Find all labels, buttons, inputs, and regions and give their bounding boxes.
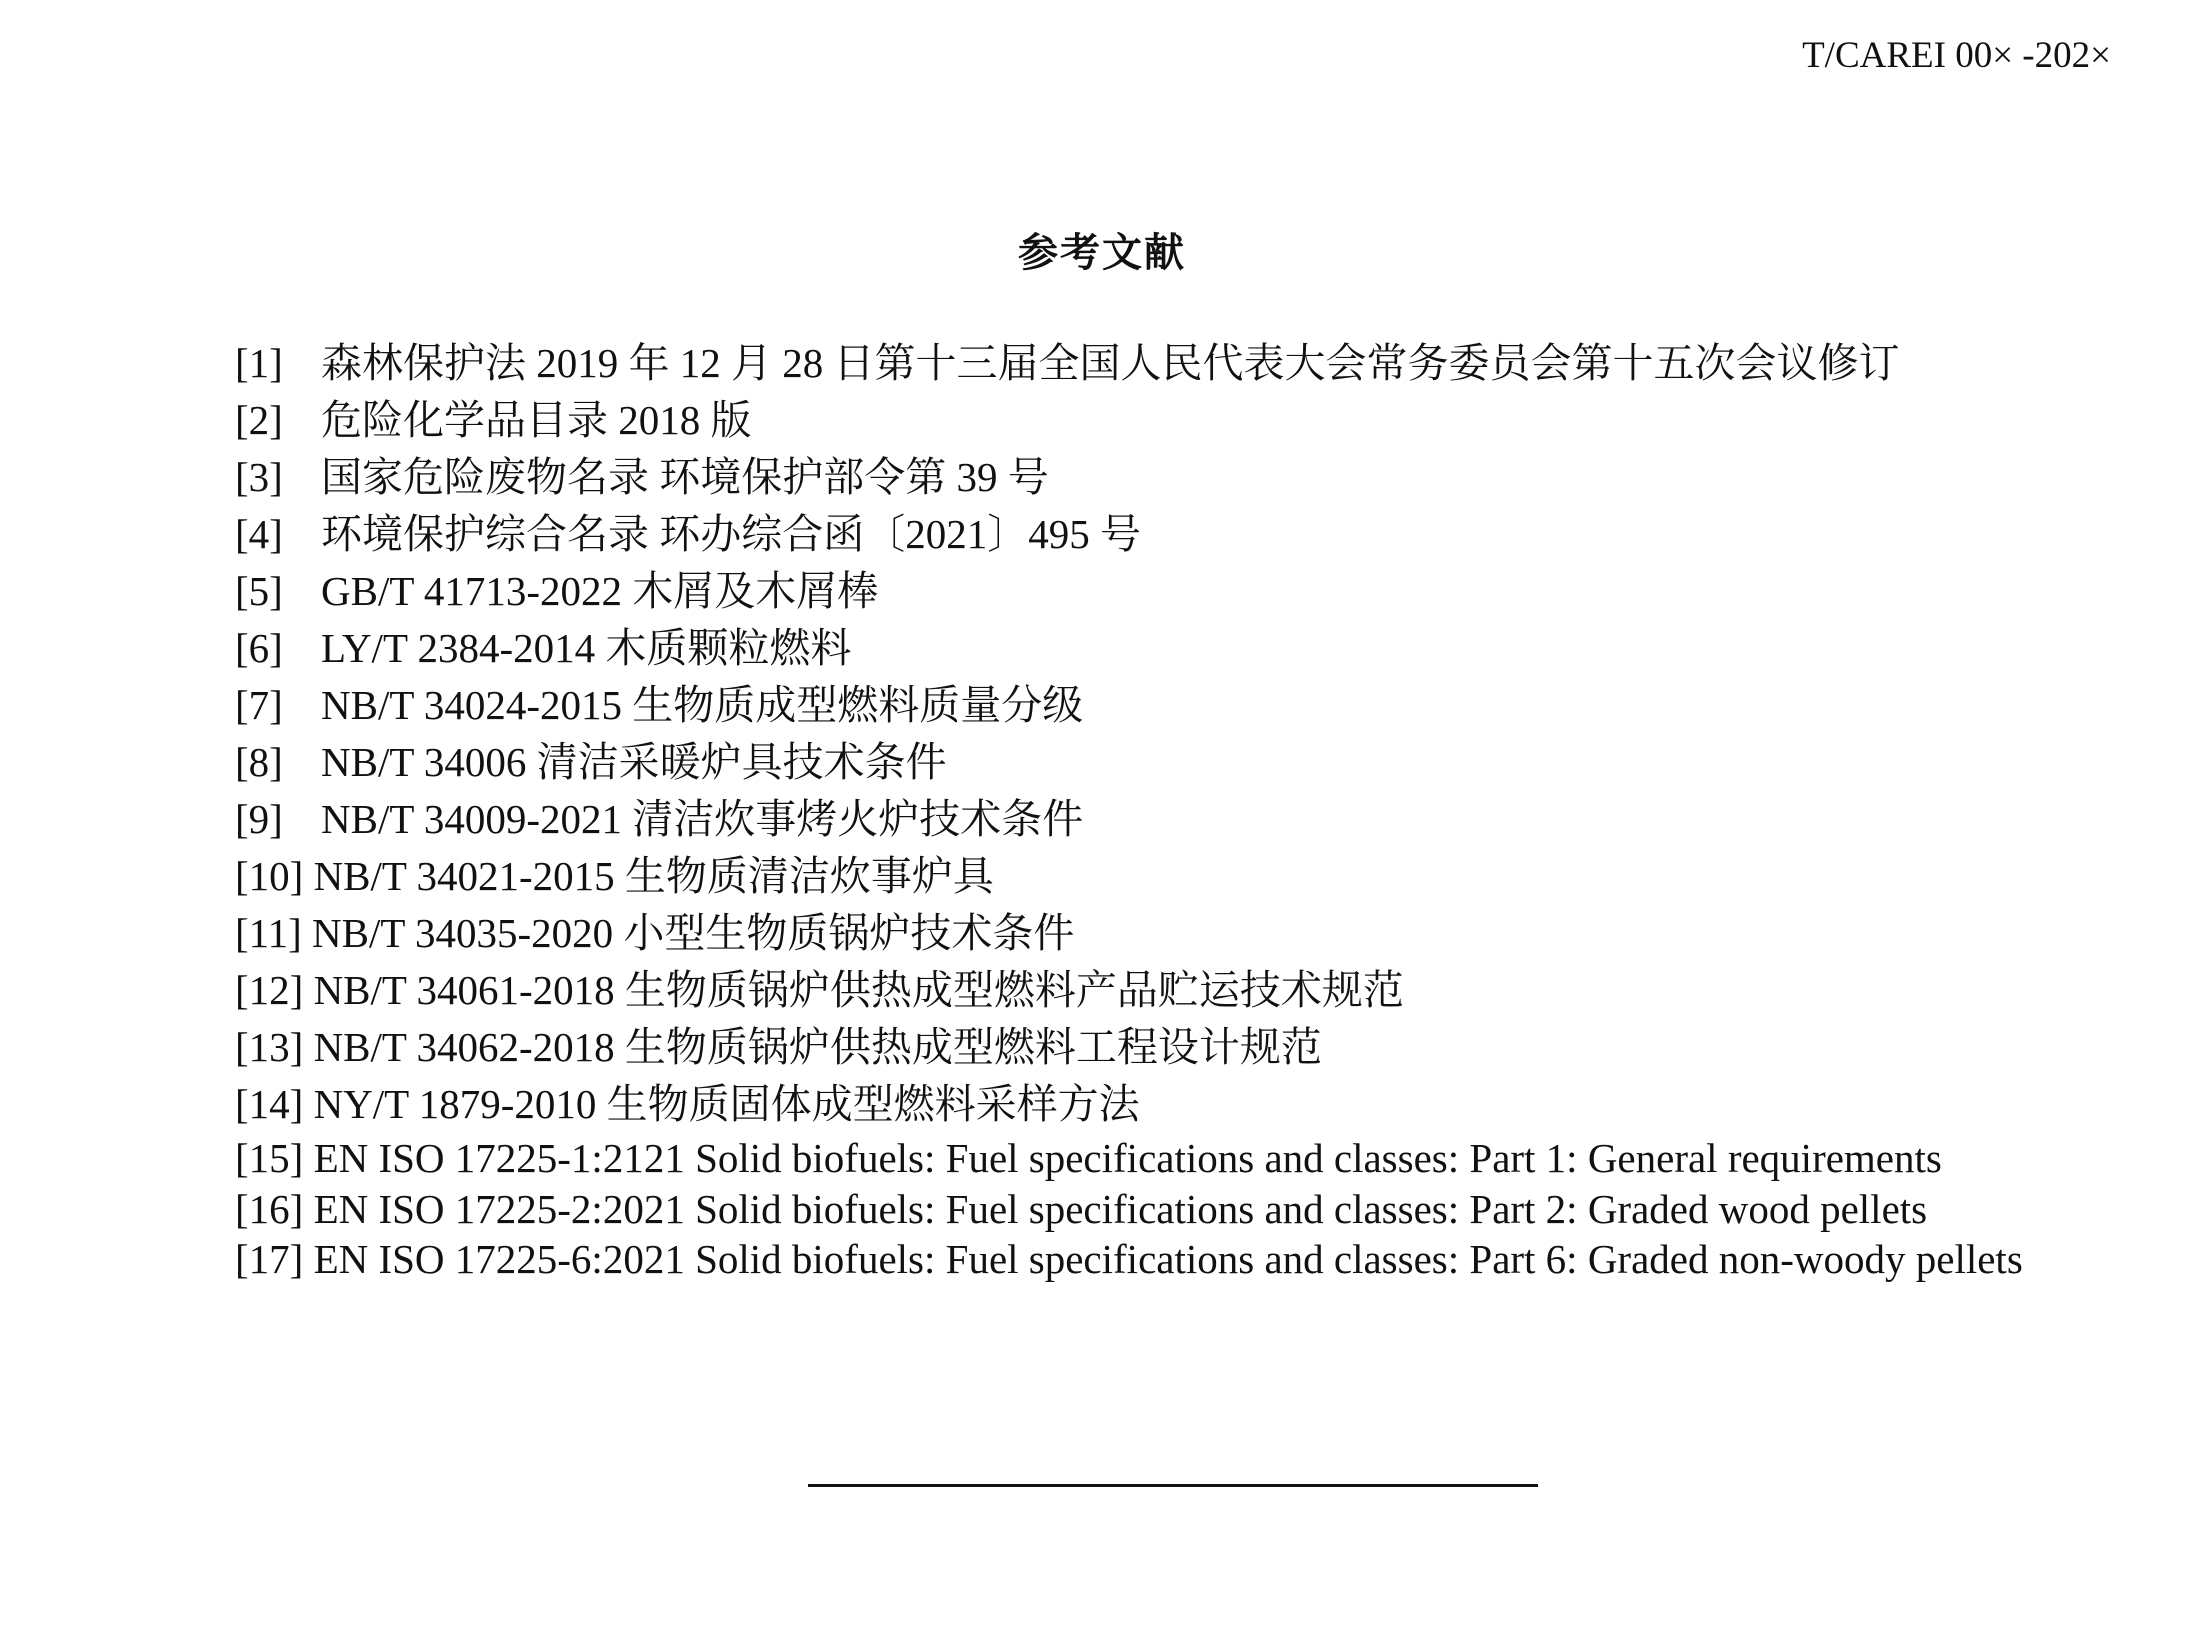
reference-number: [12] (235, 967, 304, 1013)
reference-text: 危险化学品目录 2018 版 (321, 397, 752, 443)
end-rule (808, 1484, 1538, 1487)
reference-text: GB/T 41713-2022 木屑及木屑棒 (321, 568, 879, 614)
reference-number: [8] (235, 739, 283, 785)
reference-item (235, 395, 2111, 445)
reference-item (235, 1133, 2111, 1183)
reference-number: [15] (235, 1135, 304, 1181)
reference-text: NB/T 34024-2015 生物质成型燃料质量分级 (321, 682, 1084, 728)
reference-number: [17] (235, 1236, 304, 1282)
reference-text: EN ISO 17225-2:2021 Solid biofuels: Fuel specifications and classes: Part 2: Graded wood pellets (313, 1186, 1928, 1232)
reference-number: [4] (235, 511, 283, 557)
reference-text: NB/T 34035-2020 小型生物质锅炉技术条件 (312, 910, 1075, 956)
reference-item (235, 566, 2111, 616)
reference-item (235, 338, 2111, 388)
reference-number: [10] (235, 853, 304, 899)
reference-number: [7] (235, 682, 283, 728)
reference-number: [11] (235, 910, 302, 956)
reference-number: [14] (235, 1081, 304, 1127)
reference-number: [5] (235, 568, 283, 614)
reference-item (235, 1079, 2111, 1129)
page-title: 参考文献 (1018, 230, 1186, 276)
reference-item (235, 908, 2111, 958)
reference-number: [2] (235, 397, 283, 443)
reference-text: NB/T 34062-2018 生物质锅炉供热成型燃料工程设计规范 (313, 1024, 1322, 1070)
reference-text: 森林保护法 2019 年 12 月 28 日第十三届全国人民代表大会常务委员会第十五次会议修订 (321, 340, 1900, 386)
reference-item (235, 965, 2111, 1015)
reference-text: NB/T 34061-2018 生物质锅炉供热成型燃料产品贮运技术规范 (313, 967, 1404, 1013)
reference-number: [3] (235, 454, 283, 500)
reference-text: EN ISO 17225-6:2021 Solid biofuels: Fuel specifications and classes: Part 6: Graded non-woody pellets (313, 1236, 2023, 1282)
reference-text: EN ISO 17225-1:2121 Solid biofuels: Fuel specifications and classes: Part 1: General requirements (313, 1135, 1942, 1181)
reference-item (235, 452, 2111, 502)
reference-number: [6] (235, 625, 283, 671)
reference-text: 国家危险废物名录 环境保护部令第 39 号 (321, 454, 1049, 500)
reference-item (235, 851, 2111, 901)
reference-text: 环境保护综合名录 环办综合函〔2021〕495 号 (321, 511, 1141, 557)
reference-number: [9] (235, 796, 283, 842)
reference-item (235, 1184, 2111, 1234)
reference-item (235, 509, 2111, 559)
standard-code: T/CAREI 00× -202× (1802, 35, 2111, 76)
reference-text: NY/T 1879-2010 生物质固体成型燃料采样方法 (313, 1081, 1140, 1127)
reference-item (235, 1022, 2111, 1072)
reference-number: [13] (235, 1024, 304, 1070)
reference-text: NB/T 34006 清洁采暖炉具技术条件 (321, 739, 947, 785)
reference-item (235, 1233, 2111, 1285)
reference-text: LY/T 2384-2014 木质颗粒燃料 (321, 625, 852, 671)
reference-item (235, 794, 2111, 844)
reference-item (235, 737, 2111, 787)
reference-text: NB/T 34021-2015 生物质清洁炊事炉具 (313, 853, 994, 899)
reference-number: [1] (235, 340, 283, 386)
reference-number: [16] (235, 1186, 304, 1232)
reference-item (235, 623, 2111, 673)
reference-text: NB/T 34009-2021 清洁炊事烤火炉技术条件 (321, 796, 1084, 842)
reference-item (235, 680, 2111, 730)
